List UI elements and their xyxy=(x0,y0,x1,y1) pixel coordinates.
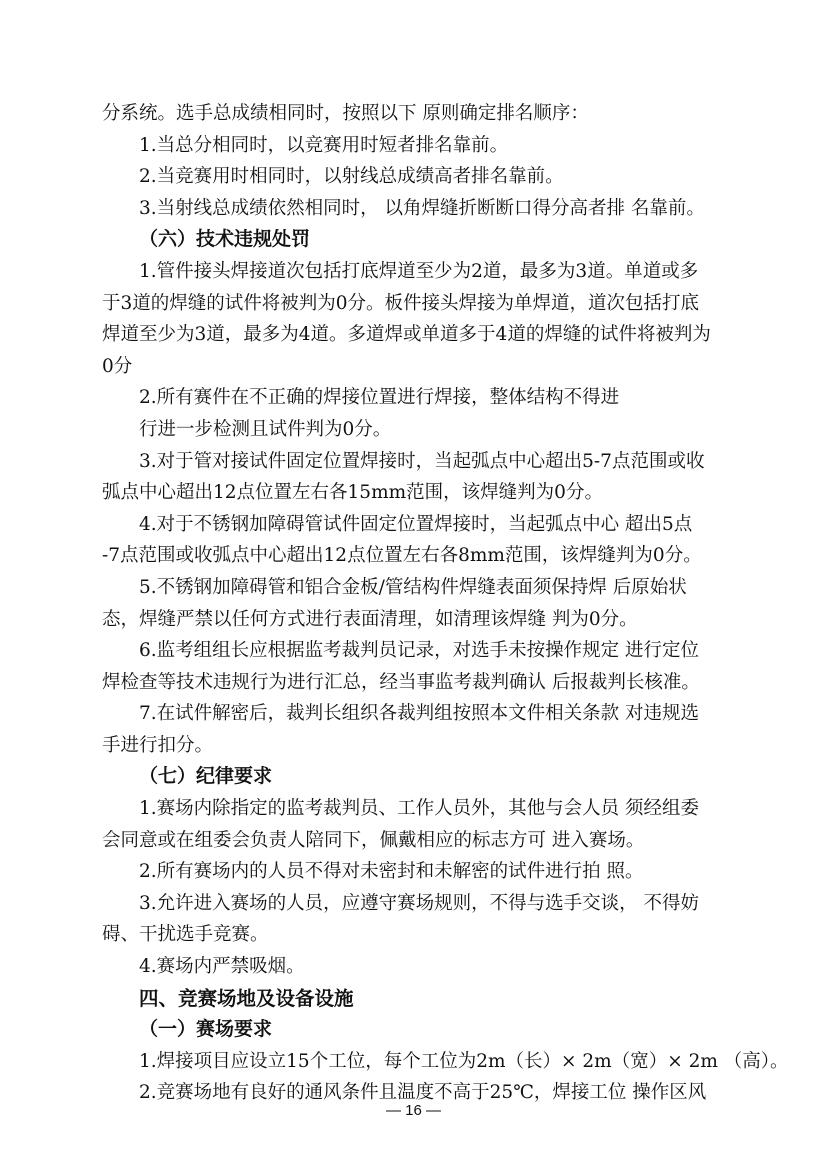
paragraph-line: 分系统。选手总成绩相同时，按照以下 原则确定排名顺序： xyxy=(102,103,589,124)
paragraph-line: 态，焊缝严禁以任何方式进行表面清理，如清理该焊缝 判为0分。 xyxy=(102,608,638,630)
page-number: — 16 — xyxy=(385,1102,442,1119)
paragraph-line: 4.对于不锈钢加障碍管试件固定位置焊接时，当起弧点中心 超出5点 xyxy=(139,513,693,535)
paragraph-line: 会同意或在组委会负责人陪同下，佩戴相应的标志方可 进入赛场。 xyxy=(102,829,645,851)
paragraph-line: 3.允许进入赛场的人员，应遵守赛场规则，不得与选手交谈， 不得妨 xyxy=(139,892,700,914)
paragraph-line: 1.管件接头焊接道次包括打底焊道至少为2道，最多为3道。单道或多 xyxy=(139,260,699,282)
paragraph-line: 1.当总分相同时，以竞赛用时短者排名靠前。 xyxy=(139,134,509,156)
paragraph-line: 弧点中心超出12点位置左右各15mm范围，该焊缝判为0分。 xyxy=(102,482,603,504)
paragraph-line: 0分 xyxy=(102,355,133,377)
paragraph-line: 焊检查等技术违规行为进行汇总，经当事监考裁判确认 后报裁判长核准。 xyxy=(102,671,700,693)
paragraph-line: 2.竞赛场地有良好的通风条件且温度不高于25℃，焊接工位 操作区风 xyxy=(139,1082,707,1104)
paragraph-line: 3.当射线总成绩依然相同时， 以角焊缝折断断口得分高者排 名靠前。 xyxy=(139,197,705,219)
paragraph-line: 2.所有赛件在不正确的焊接位置进行焊接，整体结构不得进 xyxy=(139,387,620,409)
paragraph-line: 4.赛场内严禁吸烟。 xyxy=(139,956,305,978)
paragraph-line: 2.所有赛场内的人员不得对未密封和未解密的试件进行拍 照。 xyxy=(139,861,644,883)
paragraph-line: 7.在试件解密后，裁判长组织各裁判组按照本文件相关条款 对违规选 xyxy=(139,703,700,725)
subsection-heading: （一）赛场要求 xyxy=(139,1018,273,1041)
paragraph-line: 2.当竞赛用时相同时，以射线总成绩高者排名靠前。 xyxy=(139,166,564,188)
paragraph-line: 1.焊接项目应设立15个工位，每个工位为2m（长）× 2m（宽）× 2m （高）。 xyxy=(139,1050,789,1072)
subsection-heading: （六）技术违规处罚 xyxy=(139,228,311,251)
paragraph-line: -7点范围或收弧点中心超出12点位置左右各8mm范围，该焊缝判为0分。 xyxy=(102,545,702,567)
document-body xyxy=(102,98,789,1109)
paragraph-line: 手进行扣分。 xyxy=(102,734,214,756)
paragraph-line: 行进一步检测且试件判为0分。 xyxy=(139,418,392,440)
paragraph-line: 5.不锈钢加障碍管和铝合金板/管结构件焊缝表面须保持焊 后原始状 xyxy=(139,576,687,598)
paragraph-line: 6.监考组组长应根据监考裁判员记录，对选手未按操作规定 进行定位 xyxy=(139,640,700,662)
paragraph-line: 焊道至少为3道，最多为4道。多道焊或单道多于4道的焊缝的试件将被判为 xyxy=(102,324,711,346)
paragraph-line: 碍、干扰选手竞赛。 xyxy=(102,924,269,946)
paragraph-line: 1.赛场内除指定的监考裁判员、工作人员外，其他与会人员 须经组委 xyxy=(139,798,700,820)
paragraph-line: 于3道的焊缝的试件将被判为0分。板件接头焊接为单焊道，道次包括打底 xyxy=(102,292,700,314)
section-heading: 四、竞赛场地及设备设施 xyxy=(139,986,354,1010)
subsection-heading: （七）纪律要求 xyxy=(139,765,273,788)
paragraph-line: 3.对于管对接试件固定位置焊接时，当起弧点中心超出5-7点范围或收 xyxy=(139,450,705,472)
